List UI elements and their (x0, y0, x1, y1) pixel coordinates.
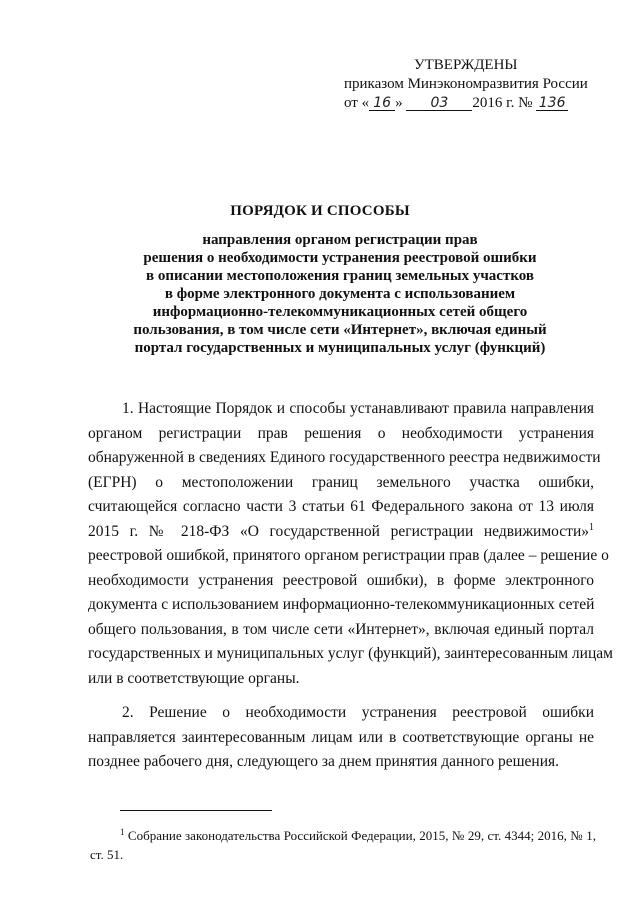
paragraph-1-line: необходимости устранения реестровой ошибки), в форме электронного (88, 571, 594, 589)
date-separator: » (395, 95, 403, 111)
paragraph-1-line-with-footnote (88, 520, 594, 545)
handwritten-day: 16 (369, 94, 395, 113)
footnote-number: 1 (120, 827, 125, 837)
date-prefix: от « (344, 95, 370, 111)
paragraph-1-line: (ЕГРН) о местоположении границ земельного участка ошибки, (88, 473, 594, 491)
paragraph-1-line: государственных и муниципальных услуг (функций), заинтересованным лицам (88, 645, 613, 662)
approval-status: УТВЕРЖДЕНЫ (414, 57, 518, 73)
subtitle-line: в форме электронного документа с использованием (164, 286, 516, 302)
subtitle-line: пользования, в том числе сети «Интернет», включая единый (133, 322, 547, 338)
paragraph-1-line: органом регистрации прав решения о необходимости устранения (88, 424, 594, 442)
subtitle-line: решения о необходимости устранения реестровой ошибки (143, 250, 537, 266)
paragraph-1-line: реестровой ошибкой, принятого органом регистрации прав (далее – решение о (88, 547, 609, 564)
subtitle-line: в описании местоположения границ земельных участков (145, 268, 534, 284)
paragraph-1-line: обнаруженной в сведениях Единого государственного реестра недвижимости (88, 449, 601, 466)
footnote-divider (120, 810, 272, 811)
subtitle-line: направления органом регистрации прав (202, 232, 478, 248)
paragraph-1-line: общего пользования, в том числе сети «Интернет», включая единый портал (88, 620, 594, 638)
footnote-line (120, 826, 596, 845)
paragraph-2-line: позднее рабочего дня, следующего за днем принятия данного решения. (88, 753, 560, 770)
subtitle-line: портал государственных и муниципальных услуг (функций) (134, 340, 546, 356)
paragraph-1-line: 1. Настоящие Порядок и способы устанавливают правила направления (122, 400, 594, 417)
paragraph-1-line: документа с использованием информационно-телекоммуникационных сетей (88, 596, 595, 613)
approval-date-line (300, 94, 600, 113)
subtitle-line: информационно-телекоммуникационных сетей общего (152, 304, 528, 320)
paragraph-1-line: 2015 г. № 218-ФЗ «О государственной регистрации недвижимости» (88, 522, 589, 540)
footnote-reference[interactable]: 1 (589, 521, 594, 533)
document-title: ПОРЯДОК И СПОСОБЫ (230, 203, 410, 219)
paragraph-2-line: направляется заинтересованным лицам или в соответствующие органы не (88, 728, 594, 746)
approval-order: приказом Минэкономразвития России (344, 76, 588, 92)
footnote-text: Собрание законодательства Российской Федерации, 2015, № 29, ст. 4344; 2016, № 1, (127, 828, 596, 843)
document-body (88, 397, 613, 775)
paragraph-1-line: или в соответствующие органы. (88, 669, 300, 687)
paragraph-2-line: 2. Решение о необходимости устранения реестровой ошибки (122, 704, 594, 721)
document-subtitle (60, 231, 620, 357)
handwritten-month: 03 (406, 94, 472, 113)
handwritten-order-number: 136 (536, 94, 568, 113)
footnote-line: ст. 51. (90, 847, 124, 862)
approval-stamp (300, 56, 600, 113)
footnote (90, 826, 596, 864)
paragraph-1-line: считающейся согласно части 3 статьи 61 Федерального закона от 13 июля (88, 498, 594, 515)
year-text: 2016 г. № (472, 95, 533, 111)
